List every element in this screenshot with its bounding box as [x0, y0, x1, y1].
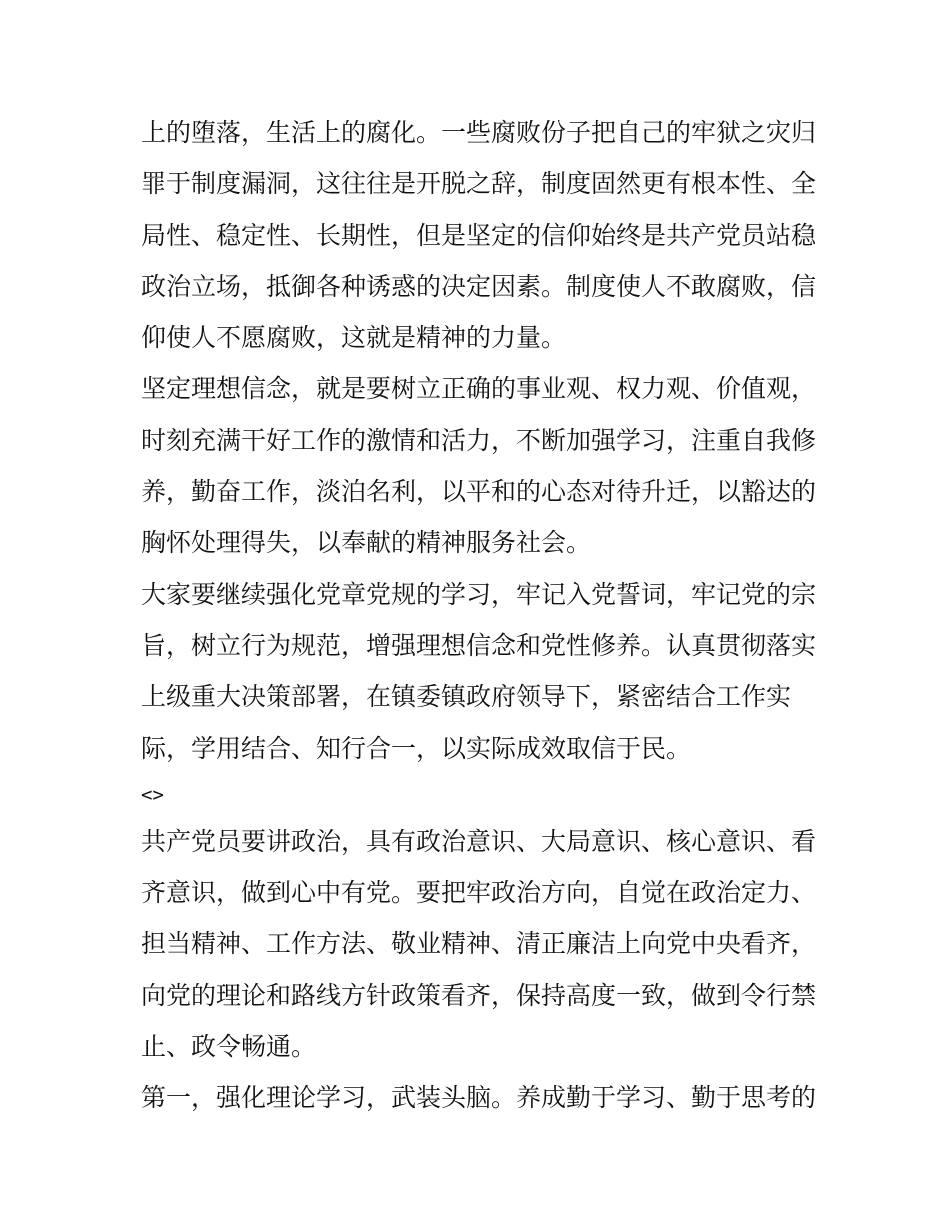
text-line: 担当精神、工作方法、敬业精神、清正廉洁上向党中央看齐，	[141, 929, 817, 959]
text-line: 时刻充满干好工作的激情和活力，不断加强学习，注重自我修	[141, 425, 817, 455]
paragraph-2	[141, 363, 821, 568]
text-line: 止、政令畅通。	[141, 1032, 317, 1062]
text-line: 罪于制度漏洞，这往往是开脱之辞，制度固然更有根本性、全	[141, 169, 817, 199]
text-line: 大家要继续强化党章党规的学习，牢记入党誓词，牢记党的宗	[141, 579, 817, 609]
paragraph-5	[141, 1072, 821, 1123]
text-line: 旨，树立行为规范，增强理想信念和党性修养。认真贯彻落实	[141, 630, 817, 660]
text-line: 向党的理论和路线方针政策看齐，保持高度一致，做到令行禁	[141, 980, 817, 1010]
text-line: 仰使人不愿腐败，这就是精神的力量。	[141, 323, 567, 353]
text-line: 上级重大决策部署，在镇委镇政府领导下，紧密结合工作实	[141, 682, 792, 712]
text-line: 齐意识，做到心中有党。要把牢政治方向，自觉在政治定力、	[141, 878, 817, 908]
text-line: 胸怀处理得失，以奉献的精神服务社会。	[141, 528, 592, 558]
text-line: 共产党员要讲政治，具有政治意识、大局意识、核心意识、看	[141, 826, 817, 856]
text-line: 际，学用结合、知行合一，以实际成效取信于民。	[141, 733, 692, 763]
text-line: 养，勤奋工作，淡泊名利，以平和的心态对待升迁，以豁达的	[141, 477, 817, 507]
paragraph-1	[141, 107, 821, 363]
paragraph-3	[141, 569, 821, 774]
section-marker: <>	[141, 783, 164, 806]
document-body	[141, 107, 821, 1124]
text-line: 第一，强化理论学习，武装头脑。养成勤于学习、勤于思考的	[141, 1083, 817, 1113]
text-line: 上的堕落，生活上的腐化。一些腐败份子把自己的牢狱之灾归	[141, 118, 817, 147]
paragraph-4	[141, 816, 821, 1072]
text-line: 政治立场，抵御各种诱惑的决定因素。制度使人不敢腐败，信	[141, 271, 817, 301]
text-line: 局性、稳定性、长期性，但是坚定的信仰始终是共产党员站稳	[141, 220, 817, 250]
text-line: 坚定理想信念，就是要树立正确的事业观、权力观、价值观，	[141, 374, 817, 404]
